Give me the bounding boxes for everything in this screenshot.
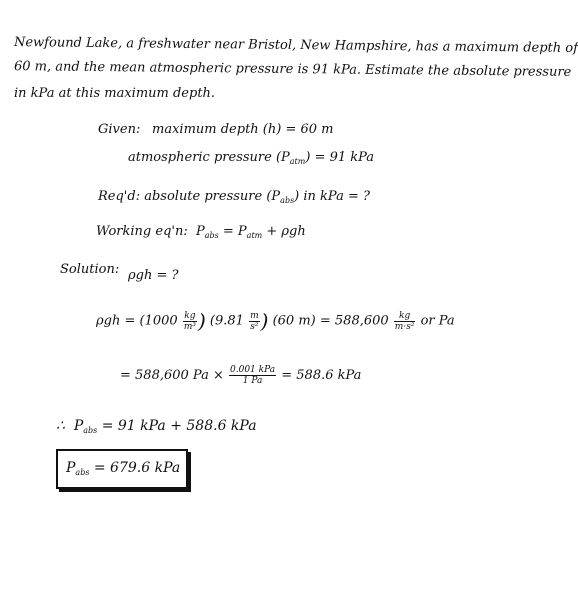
problem-line-3: in kPa at this maximum depth. xyxy=(14,86,216,101)
factor2-unit xyxy=(249,311,260,332)
factor2-num: m xyxy=(250,310,259,321)
given-atm-prefix: atmospheric pressure (P xyxy=(128,150,290,165)
factor1-unit xyxy=(183,311,197,332)
step2-res: = 588.6 kPa xyxy=(281,368,362,383)
answer-sub: abs xyxy=(75,468,90,477)
working-equation xyxy=(96,224,306,244)
required-suffix: ) in kPa = ? xyxy=(294,189,370,204)
conv-den: 1 Pa xyxy=(242,376,263,386)
problem-line-2: 60 m, and the mean atmospheric pressure is 91 kPa. Estimate the absolute pressure xyxy=(13,59,572,80)
therefore-sub: abs xyxy=(83,426,98,435)
given-atm-sub: atm xyxy=(289,157,306,166)
working-tail: + ρgh xyxy=(266,224,306,239)
given-atmospheric-pressure xyxy=(128,150,374,170)
solution-label: Solution: xyxy=(60,262,120,277)
solution-step-2 xyxy=(120,358,361,394)
step2-pre: = 588,600 Pa × xyxy=(120,368,224,383)
conv-num: 0.001 kPa xyxy=(230,365,276,375)
solution-step-1: ρgh = (1000 $\frac{kg}{\text{m³}}$ ) (9.81 $\frac{m}{\text{s²}}$ ) (60 m) = 588,600 $\frac{kg}{\text{m·s²}}$ or Pa xyxy=(96,309,455,333)
working-p: P xyxy=(196,224,205,239)
factor1-num: kg xyxy=(184,310,196,321)
factor3: (60 m) = 588,600 xyxy=(272,313,389,329)
required-sub: abs xyxy=(280,196,295,205)
result-unit xyxy=(394,311,416,332)
given-depth: maximum depth (h) = 60 m xyxy=(152,122,334,137)
working-label: Working eq'n: xyxy=(96,224,188,239)
factor2-den: s² xyxy=(250,321,259,332)
conversion-factor xyxy=(229,365,276,386)
working-sub-atm: atm xyxy=(246,231,263,240)
solution-step-0: ρgh = ? xyxy=(128,268,179,283)
answer-p: P xyxy=(66,460,76,476)
therefore-rest: = 91 kPa + 588.6 kPa xyxy=(101,418,257,434)
factor2-pre: (9.81 xyxy=(209,313,244,329)
given-atm-suffix: ) = 91 kPa xyxy=(305,150,375,165)
therefore-line xyxy=(56,418,257,439)
therefore-symbol: ∴ xyxy=(56,418,65,434)
working-eq: = P xyxy=(222,224,247,239)
step1-lhs: ρgh = xyxy=(96,313,136,329)
final-answer-box xyxy=(56,449,188,489)
required-prefix: Req'd: absolute pressure (P xyxy=(98,189,281,204)
result-num: kg xyxy=(394,311,416,322)
factor1-pre: (1000 xyxy=(139,313,178,329)
answer-value: = 679.6 kPa xyxy=(93,460,181,476)
problem-line-1: Newfound Lake, a freshwater near Bristol, New Hampshire, has a maximum depth of xyxy=(13,35,578,56)
factor1-den: m³ xyxy=(183,321,196,332)
final-answer xyxy=(66,460,180,481)
result-den: m·s² xyxy=(394,321,415,332)
or-pa: or Pa xyxy=(420,313,455,329)
therefore-p: P xyxy=(73,418,84,434)
required-line xyxy=(98,189,370,209)
given-label: Given: xyxy=(98,122,141,137)
working-sub-abs: abs xyxy=(204,231,219,240)
